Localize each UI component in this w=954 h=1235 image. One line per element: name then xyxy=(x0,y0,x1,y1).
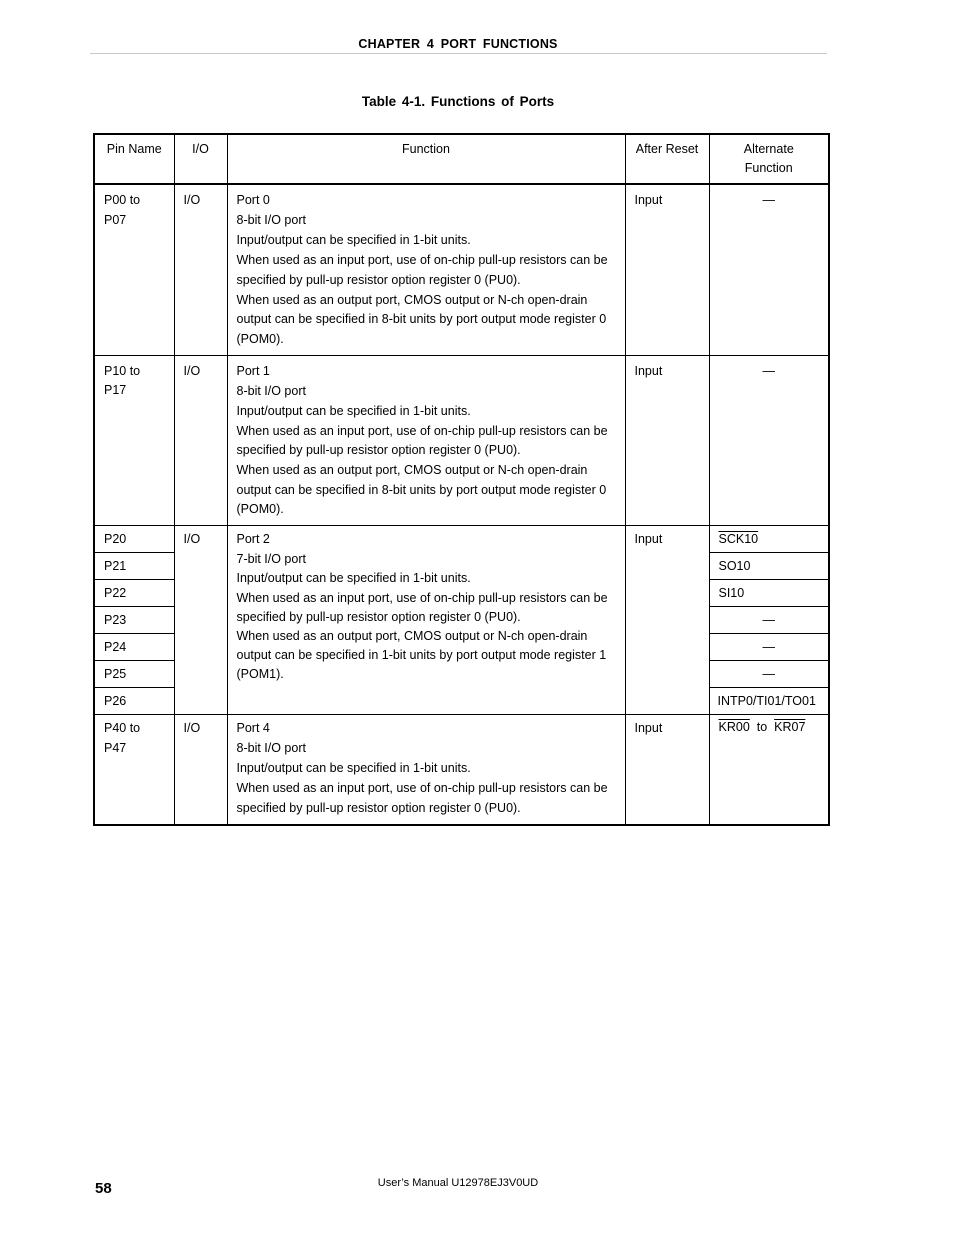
alternate-function-cell: SO10 xyxy=(709,553,829,580)
function-line: Input/output can be specified in 1-bit units. xyxy=(236,761,471,775)
function-line: When used as an output port, CMOS output or N-ch open-drain output can be specified in 1-bit units by port output mode register 1 (POM1). xyxy=(236,629,607,681)
alt-function-value: SCK10 xyxy=(718,532,759,546)
after-reset-cell: Input xyxy=(625,184,709,355)
function-line: 8-bit I/O port xyxy=(236,383,306,398)
function-line: When used as an output port, CMOS output or N-ch open-drain output can be specified in 8-bit units by port output mode register 0 (POM0). xyxy=(236,292,607,346)
header-rule xyxy=(90,53,827,54)
alternate-function-cell: — xyxy=(709,634,829,661)
function-line: When used as an input port, use of on-chip pull-up resistors can be specified by pull-up resistor option register 0 (PU0). xyxy=(236,423,608,457)
io-cell: I/O xyxy=(174,184,227,355)
function-line: 7-bit I/O port xyxy=(236,551,306,566)
function-line: When used as an input port, use of on-chip pull-up resistors can be specified by pull-up resistor option register 0 (PU0). xyxy=(236,781,608,815)
function-line: Port 0 xyxy=(236,193,270,207)
col-io: I/O xyxy=(174,134,227,184)
alternate-function-cell: SI10 xyxy=(709,580,829,607)
pin-name-cell: P25 xyxy=(94,661,174,688)
pin-name-cell: P20 xyxy=(94,526,174,553)
pin-name-cell: P22 xyxy=(94,580,174,607)
pin-name: P07 xyxy=(104,212,127,227)
table-row xyxy=(94,355,829,526)
function-line: Input/output can be specified in 1-bit units. xyxy=(236,571,471,585)
pin-name: P47 xyxy=(104,740,127,755)
after-reset-cell: Input xyxy=(625,715,709,825)
pin-name-cell: P21 xyxy=(94,553,174,580)
io-cell: I/O xyxy=(174,715,227,825)
alt-function-start: KR00 xyxy=(718,720,750,734)
manual-footer: User’s Manual U12978EJ3V0UD xyxy=(377,1177,539,1189)
table-row xyxy=(94,715,829,825)
function-line: When used as an input port, use of on-chip pull-up resistors can be specified by pull-up resistor option register 0 (PU0). xyxy=(236,590,608,624)
io-cell: I/O xyxy=(174,355,227,526)
alternate-function-cell xyxy=(709,526,829,553)
function-line: Port 2 xyxy=(236,532,270,546)
col-alternate-function-label: Alternate Function xyxy=(743,142,794,175)
alternate-function-cell: INTP0/TI01/TO01 xyxy=(709,688,829,715)
alternate-function-cell: — xyxy=(709,607,829,634)
chapter-header: CHAPTER 4 PORT FUNCTIONS xyxy=(358,37,558,51)
function-line: Input/output can be specified in 1-bit units. xyxy=(236,233,471,247)
function-line: When used as an output port, CMOS output or N-ch open-drain output can be specified in 8-bit units by port output mode register 0 (POM0). xyxy=(236,463,607,516)
table-row xyxy=(94,526,829,553)
io-cell: I/O xyxy=(174,526,227,715)
after-reset-cell: Input xyxy=(625,355,709,526)
pin-name: P17 xyxy=(104,383,127,397)
alternate-function-cell: — xyxy=(709,661,829,688)
function-line: 8-bit I/O port xyxy=(236,213,306,227)
function-cell xyxy=(227,355,625,526)
col-function: Function xyxy=(227,134,625,184)
pin-name-cell xyxy=(94,184,174,355)
function-line: When used as an input port, use of on-chip pull-up resistors can be specified by pull-up resistor option register 0 (PU0). xyxy=(236,253,608,287)
function-line: 8-bit I/O port xyxy=(236,741,306,755)
function-cell xyxy=(227,184,625,355)
function-line: Port 1 xyxy=(236,363,270,378)
pin-name-cell: P24 xyxy=(94,634,174,661)
col-alternate-function xyxy=(709,134,829,184)
function-line: Input/output can be specified in 1-bit units. xyxy=(236,403,471,418)
function-cell xyxy=(227,715,625,825)
pin-name-cell: P26 xyxy=(94,688,174,715)
pin-name-cell xyxy=(94,355,174,526)
pin-name: P00 to xyxy=(104,193,141,207)
table-caption: Table 4-1. Functions of Ports xyxy=(361,94,555,109)
page-number: 58 xyxy=(95,1180,112,1197)
alt-function-end: KR07 xyxy=(774,720,806,734)
ports-table xyxy=(93,133,830,826)
pin-name: P10 to xyxy=(104,363,141,378)
alternate-function-cell: — xyxy=(709,184,829,355)
pin-name: P40 to xyxy=(104,721,141,735)
col-pin-name: Pin Name xyxy=(94,134,174,184)
alternate-function-cell xyxy=(709,715,829,825)
function-line: Port 4 xyxy=(236,721,270,735)
pin-name-cell xyxy=(94,715,174,825)
function-cell xyxy=(227,526,625,715)
table-header-row xyxy=(94,134,829,184)
col-after-reset: After Reset xyxy=(625,134,709,184)
table-row xyxy=(94,184,829,355)
alternate-function-cell: — xyxy=(709,355,829,526)
alt-function-sep: to xyxy=(756,720,768,734)
pin-name-cell: P23 xyxy=(94,607,174,634)
after-reset-cell: Input xyxy=(625,526,709,715)
